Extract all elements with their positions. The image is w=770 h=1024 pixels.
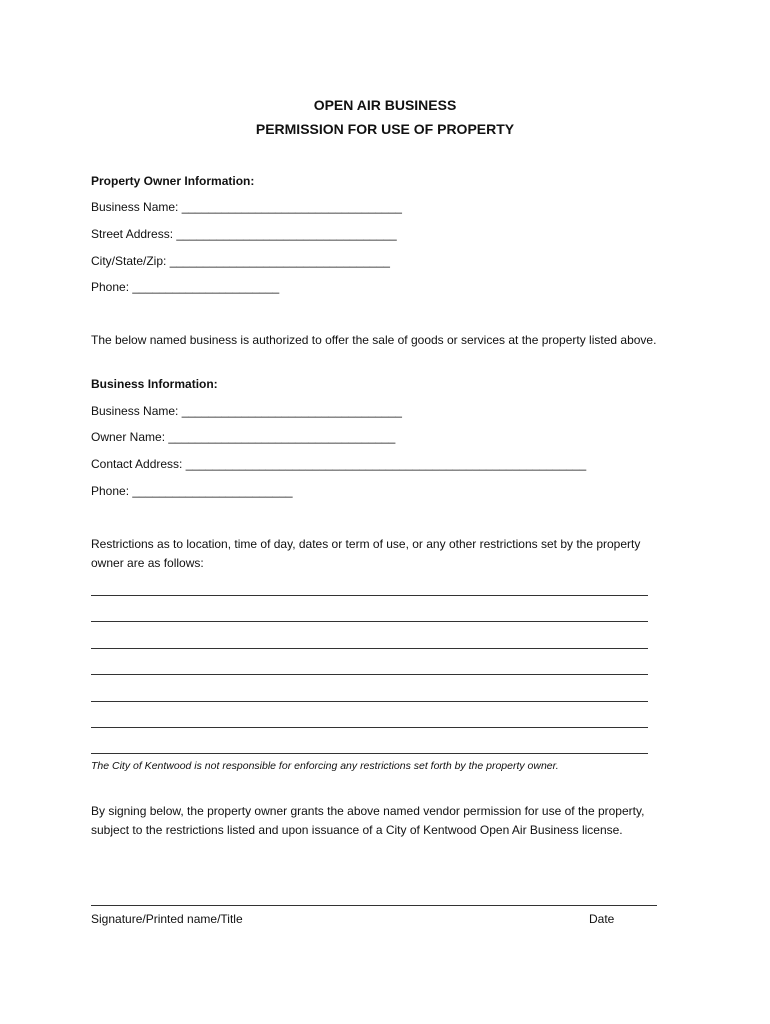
- owner-city-state-zip-field[interactable]: City/State/Zip: _________________________________: [91, 254, 390, 268]
- date-label: Date: [589, 912, 615, 926]
- business-section-heading: Business Information:: [91, 377, 218, 391]
- business-name-field[interactable]: Business Name: _________________________________: [91, 404, 402, 418]
- owner-street-address-field[interactable]: Street Address: _________________________________: [91, 227, 397, 241]
- owner-phone-field[interactable]: Phone: ______________________: [91, 280, 280, 294]
- business-phone-field[interactable]: Phone: ________________________: [91, 484, 293, 498]
- owner-business-name-field[interactable]: Business Name: _________________________________: [91, 200, 402, 214]
- owner-section-heading: Property Owner Information:: [91, 174, 255, 188]
- restriction-line[interactable]: [91, 727, 648, 728]
- restriction-line[interactable]: [91, 595, 648, 596]
- restriction-line[interactable]: [91, 701, 648, 702]
- restriction-line[interactable]: [91, 621, 648, 622]
- authorization-paragraph: The below named business is authorized to offer the sale of goods or services at the property listed above.: [91, 333, 657, 347]
- form-title-line2: PERMISSION FOR USE OF PROPERTY: [255, 121, 515, 137]
- signature-label: Signature/Printed name/Title: [91, 912, 243, 926]
- restriction-line[interactable]: [91, 648, 648, 649]
- restrictions-paragraph: Restrictions as to location, time of day, dates or term of use, or any other restrictions set by the property owner are as follows:: [91, 537, 641, 570]
- signature-line[interactable]: [91, 905, 657, 906]
- restriction-line[interactable]: [91, 753, 648, 754]
- disclaimer-note: The City of Kentwood is not responsible for enforcing any restrictions set forth by the property owner.: [91, 760, 559, 772]
- restriction-line[interactable]: [91, 674, 648, 675]
- signing-paragraph: By signing below, the property owner grants the above named vendor permission for use of the property, subject to the restrictions listed and upon issuance of a City of Kentwood Open Air Business license.: [91, 804, 645, 837]
- contact-address-field[interactable]: Contact Address: ____________________________________________________________: [91, 457, 587, 471]
- form-title-line1: OPEN AIR BUSINESS: [313, 97, 457, 113]
- owner-name-field[interactable]: Owner Name: __________________________________: [91, 430, 396, 444]
